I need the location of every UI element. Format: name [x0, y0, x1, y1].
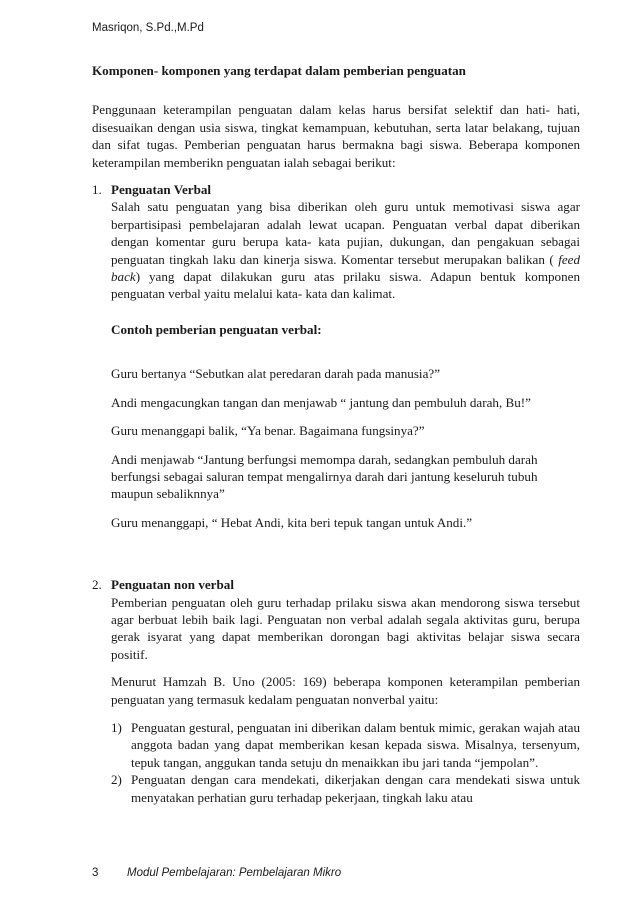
list-item-verbal	[92, 181, 580, 531]
sub-list-item	[111, 771, 580, 806]
sub-list-text: Penguatan gestural, penguatan ini diberikan dalam bentuk mimic, gerakan wajah atau anggota badan yang dapat memberikan kesan kepada siswa. Misalnya, tersenyum, tepuk tangan, anggukan tanda setuju dn menaikkan ibu jari tanda “jempolan”.	[131, 719, 580, 770]
sub-list	[111, 719, 580, 806]
sub-list-number: 1)	[111, 719, 122, 735]
nonverbal-paragraph: Pemberian penguatan oleh guru terhadap prilaku siswa akan mendorong siswa tersebut agar berbuat lebih baik lagi. Penguatan non verbal adalah segala aktivitas guru, berupa gerak isyarat yang dapat memberikan dorongan bagi aktivitas belajar siswa secara positif.	[111, 594, 580, 662]
sub-list-item	[111, 719, 580, 771]
item-title: Penguatan non verbal	[111, 577, 234, 593]
dialog-line: Andi mengacungkan tangan dan menjawab “ jantung dan pembuluh darah, Bu!”	[111, 394, 531, 410]
example-title: Contoh pemberian penguatan verbal:	[111, 321, 322, 337]
paragraph-italic-term: feed back	[111, 251, 580, 285]
paragraph-text-part: Salah satu penguatan yang bisa diberikan oleh guru untuk memotivasi siswa agar berpartisipasi pembelajaran adalah lewat ucapan. Penguatan verbal dapat diberikan dengan komentar guru berupa kata- kata pujian, dukungan, dan pengakuan sebagai penguatan tingkah laku dan kinerja siswa. Komentar tersebut merupakan balikan (	[111, 199, 580, 267]
dialog-line: Guru menanggapi, “ Hebat Andi, kita beri tepuk tangan untuk Andi.”	[111, 514, 473, 530]
verbal-paragraph	[111, 198, 580, 302]
citation-paragraph: Menurut Hamzah B. Uno (2005: 169) beberapa komponen keterampilan pemberian penguatan yang termasuk kedalam penguatan nonverbal yaitu:	[111, 674, 580, 707]
paragraph-text-part: ) yang dapat dilakukan guru atas prilaku siswa. Adapun bentuk komponen penguatan verbal yaitu melalui kata- kata dan kalimat.	[111, 269, 580, 302]
sub-list-text: Penguatan dengan cara mendekati, dikerjakan dengan cara mendekati siswa untuk menyatakan perhatian guru terhadap pekerjaan, tingkah laku atau	[131, 772, 580, 805]
running-header: Masriqon, S.Pd.,M.Pd	[92, 22, 204, 34]
list-number: 2.	[92, 577, 102, 593]
sub-list-number: 2)	[111, 772, 122, 788]
dialog-line: Guru menanggapi balik, “Ya benar. Bagaimana fungsinya?”	[111, 423, 425, 439]
page-footer	[92, 867, 341, 879]
dialog-line: Andi menjawab “Jantung berfungsi memompa darah, sedangkan pembuluh darah berfungsi sebagai saluran tempat mengalirnya darah dari jantung keseluruh tubuh maupun sebaliknnya”	[111, 451, 538, 502]
section-heading: Komponen- komponen yang terdapat dalam pemberian penguatan	[92, 63, 466, 78]
intro-paragraph: Penggunaan keterampilan penguatan dalam kelas harus bersifat selektif dan hati- hati, disesuaikan dengan usia siswa, tingkat kemampuan, kebutuhan, serta latar belakang, tujuan dan sifat tugas. Pemberian penguatan harus bermakna bagi siswa. Beberapa komponen keterampilan memberikn penguatan ialah sebagai berikut:	[92, 102, 580, 170]
footer-title: Modul Pembelajaran: Pembelajaran Mikro	[127, 867, 342, 879]
page-number: 3	[92, 867, 99, 879]
dialog-line: Guru bertanya “Sebutkan alat peredaran darah pada manusia?”	[111, 366, 440, 382]
list-item-nonverbal	[92, 576, 580, 806]
list-number: 1.	[92, 182, 102, 198]
main-content	[92, 62, 580, 806]
item-title: Penguatan Verbal	[111, 182, 212, 198]
